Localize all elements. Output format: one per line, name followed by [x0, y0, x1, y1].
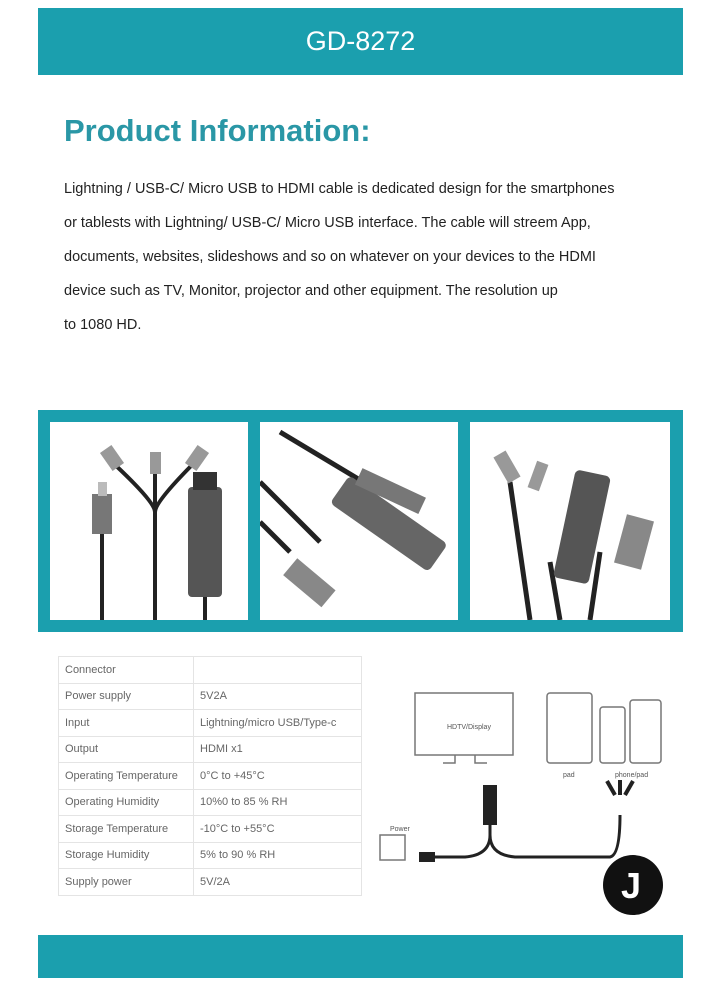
spec-row [59, 816, 362, 843]
display-label: HDTV/Display [447, 724, 491, 731]
spec-value: 5V2A [194, 683, 362, 710]
section-title: Product Information: [64, 113, 371, 148]
phone-label: phone/pad [615, 772, 649, 779]
spec-label: Operating Temperature [59, 763, 194, 790]
spec-row [59, 789, 362, 816]
model-number: GD-8272 [305, 26, 416, 56]
spec-row [59, 736, 362, 763]
spec-value: 5% to 90 % RH [194, 842, 362, 869]
spec-row [59, 710, 362, 737]
spec-value: HDMI x1 [194, 736, 362, 763]
spec-label: Input [59, 710, 194, 737]
model-banner [38, 8, 683, 75]
power-label: Power [390, 826, 410, 833]
connection-diagram [375, 685, 675, 915]
footer-banner [38, 935, 683, 978]
pad-label: pad [563, 772, 575, 779]
spec-table [58, 656, 362, 896]
spec-label: Storage Humidity [59, 842, 194, 869]
spec-row [59, 657, 362, 684]
spec-row [59, 763, 362, 790]
product-description [64, 172, 664, 342]
desc-line: or tablests with Lightning/ USB-C/ Micro USB interface. The cable will streem App, [64, 215, 591, 231]
spec-row [59, 842, 362, 869]
spec-value [194, 657, 362, 684]
spec-value: -10°C to +55°C [194, 816, 362, 843]
spec-value: 10%0 to 85 % RH [194, 789, 362, 816]
desc-line: Lightning / USB-C/ Micro USB to HDMI cable is dedicated design for the smartphones [64, 181, 615, 197]
spec-label: Operating Humidity [59, 789, 194, 816]
spec-value: Lightning/micro USB/Type-c [194, 710, 362, 737]
spec-value: 0°C to +45°C [194, 763, 362, 790]
svg-text:J: J [621, 865, 642, 906]
desc-line: documents, websites, slideshows and so on whatever on your devices to the HDMI [64, 249, 596, 265]
spec-label: Storage Temperature [59, 816, 194, 843]
photo-band [38, 410, 683, 632]
product-photo-3 [470, 422, 670, 620]
spec-label: Power supply [59, 683, 194, 710]
spec-row [59, 869, 362, 896]
spec-value: 5V/2A [194, 869, 362, 896]
desc-line: to 1080 HD. [64, 317, 142, 333]
spec-label: Connector [59, 657, 194, 684]
product-photo-2 [260, 422, 458, 620]
desc-line: device such as TV, Monitor, projector and other equipment. The resolution up [64, 283, 558, 299]
spec-row [59, 683, 362, 710]
product-photo-1 [50, 422, 248, 620]
spec-label: Output [59, 736, 194, 763]
spec-label: Supply power [59, 869, 194, 896]
